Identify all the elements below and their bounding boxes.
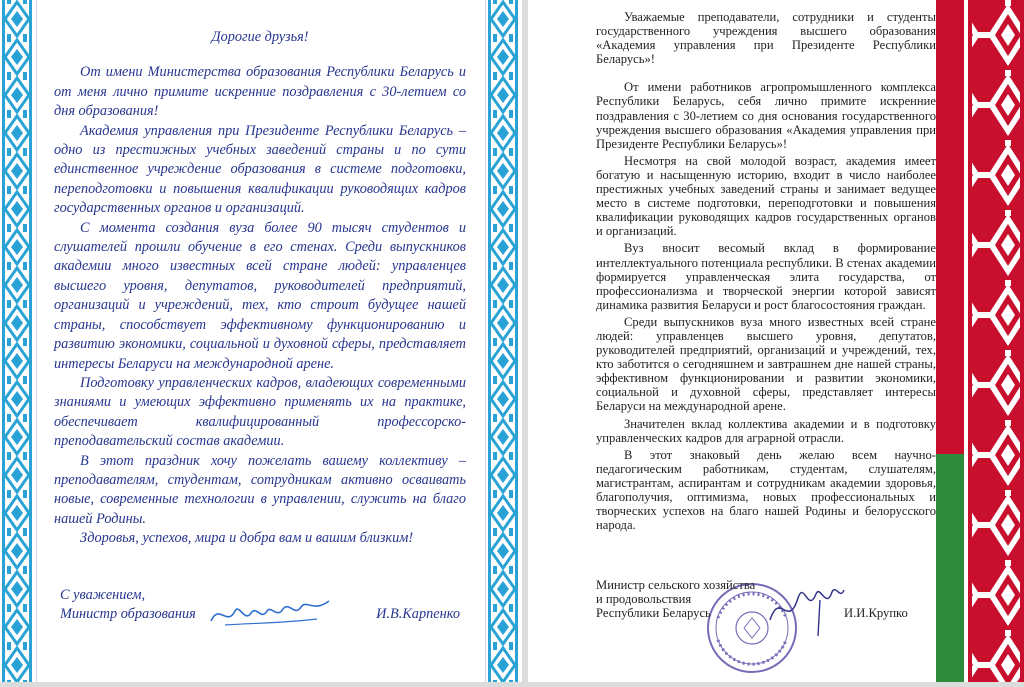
right-letter-signer: И.И.Крупко xyxy=(844,606,908,620)
right-letter-signature-block xyxy=(596,578,926,620)
right-ornament-border-of-left-letter xyxy=(488,0,518,682)
national-ornament-stripe xyxy=(936,0,1024,682)
left-letter-paragraph: Здоровья, успехов, мира и добра вам и вашим близким! xyxy=(80,530,414,547)
right-letter-address: Уважаемые преподаватели, сотрудники и студенты государственного учреждения высшего образования «Академия управления при Президенте Республики Беларусь»! xyxy=(596,10,936,67)
left-letter-paragraph: В этот праздник хочу пожелать вашему коллективу – преподавателям, студентам, сотрудникам активно осваивать новые, современные технологии в управлении, служить на благо нашей Родины. xyxy=(54,452,466,527)
right-letter-paragraph: Значителен вклад коллектива академии и в подготовку управленческих кадров для аграрной отрасли. xyxy=(596,416,936,445)
left-letter-closing: С уважением, xyxy=(60,587,146,603)
left-ornament-border xyxy=(2,0,32,682)
right-letter-paragraph: От имени работников агропромышленного комплекса Республики Беларусь, себя лично примите искренние поздравления с 30-летием со дня основания государственного учреждения высшего образования «Академия управления при Президенте Республики Беларусь»! xyxy=(596,80,936,151)
left-letter-paragraph: Академия управления при Президенте Республики Беларусь – одно из престижных учебных заведений страны и по сути единственное учреждение образования в системе подготовки, переподготовки и повышения квалификации руководящих кадров государственных органов и организаций. xyxy=(54,122,466,217)
right-letter-position-line: и продовольствия xyxy=(596,592,692,606)
right-letter-body xyxy=(596,10,936,535)
left-handwritten-signature xyxy=(205,593,335,638)
left-letter-paragraph: Подготовку управленческих кадров, владеющих современными знаниями и умеющих эффективно применять их на практике, обеспечивает квалифицированный профессорско-преподавательский состав академии. xyxy=(54,374,466,450)
left-letter-body xyxy=(54,28,466,549)
left-letter-signer: И.В.Карпенко xyxy=(376,606,460,623)
right-letter-position-line: Республики Беларусь xyxy=(596,606,711,620)
left-letter-paragraph: От имени Министерства образования Республики Беларусь и от меня лично примите искренние поздравления с 30-летием со дня образования! xyxy=(54,64,466,120)
left-letter-paragraph: С момента создания вуза более 90 тысяч студентов и слушателей прошли обучение в его стенах. Среди выпускников академии много известных всей стране людей: управленцев высшего уровня, депутатов, руководителей предприятий, организаций и учреждений, тех, кто строит будущее нашей страны, способствует эффективному функционированию и развитию экономики, социальной и духовной сферы, представляет интересы Беларуси на международной арене. xyxy=(54,219,466,372)
right-letter-paragraph: Среди выпускников вуза много известных всей стране людей: управленцев высшего уровня, депутатов, руководителей предприятий, организаций и учреждений, тех, кто заботится о сегодняшнем и завтрашнем дне нашей страны, эффективном функционировании и развитии экономики, социальной и духовной сферы, представляет интересы Беларуси на международной арене. xyxy=(596,314,936,414)
left-letter-position: Министр образования xyxy=(60,606,196,623)
right-letter-paragraph: Вуз вносит весомый вклад в формирование интеллектуального потенциала республики. В стенах академии формируется управленческая элита государства, от профессионализма и творческой энергии которой зависят динамика развития Беларуси и рост благосостояния граждан. xyxy=(596,241,936,312)
right-letter-paragraph: В этот знаковый день желаю всем научно-педагогическим работникам, студентам, слушателям, магистрантам, аспирантам и сотрудникам академии здоровья, благополучия, оптимизма, новых профессиональных и творческих успехов на благо нашей Родины и белорусского народа. xyxy=(596,447,936,533)
right-letter-paragraph: Несмотря на свой молодой возраст, академия имеет богатую и насыщенную историю, входит в число наиболее престижных учебных заведений страны и занимает ведущее место в системе подготовки, переподготовки и повышения квалификации руководящих кадров государственных органов и организаций. xyxy=(596,153,936,239)
right-letter-position-line: Министр сельского хозяйства xyxy=(596,578,756,592)
left-letter-greeting: Дорогие друзья! xyxy=(211,29,309,45)
